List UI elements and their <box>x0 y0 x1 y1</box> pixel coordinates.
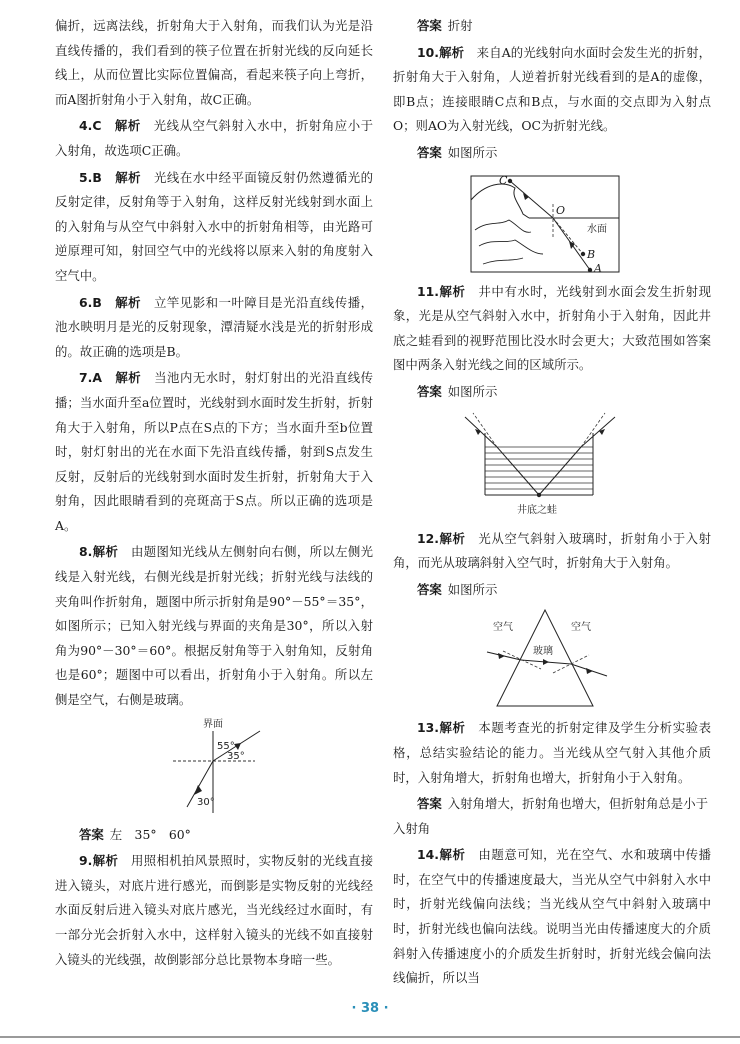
water-surface-label: 水面 <box>587 223 607 235</box>
question-8: 8.解析 由题图知光线从左侧射向右侧，所以左侧光线是入射光线，右侧光线是折射光线；折射光线与法线的夹角叫作折射角，题图中所示折射角是90°－55°＝35°，如图所示；已知入射光线与界面的夹角是30°，所以入射角为90°－30°＝60°。根据反射角等于入射角知，反射角也是60°；题图中可以看出，折射角小于入射角。所以左侧是空气，右侧是玻璃。 <box>55 544 374 708</box>
air-left-label: 空气 <box>493 622 513 634</box>
question-12: 12.解析 光从空气斜射入玻璃时，折射角小于入射角，而光从玻璃斜射入空气时，折射角大于入射角。 <box>393 530 712 571</box>
label-A: A <box>594 261 602 274</box>
left-column <box>55 14 373 974</box>
answer-12: 答案 如图所示 <box>417 581 498 597</box>
glass-label: 玻璃 <box>533 646 553 658</box>
figure-8-refraction-diagram <box>55 717 373 817</box>
question-10: 10.解析 来自A的光线射向水面时会发生光的折射，折射角大于入射角，人逆着折射光线看到的是A的虚像，即B点；连接眼睛C点和B点，与水面的交点即为入射点O；则AO为入射光线，OC为折射光线。 <box>393 44 712 134</box>
question-11: 11.解析 井中有水时，光线射到水面会发生折射现象，光是从空气斜射入水中，折射角小于入射角，因此井底之蛙看到的视野范围比没水时会更大；大致范围如答案图中两条入射光线之间的区域所示。 <box>393 283 712 373</box>
point-C-dot <box>508 178 512 182</box>
question-7: 7.A 解析 当池内无水时，射灯射出的光沿直线传播；当水面升至a位置时，光线射到水面时发生折射，折射角大于入射角，所以P点在S点的下方；当水面升至b位置时，射灯射出的光在水面下先沿直线传播，射到S点发生反射，反射后的光线射到水面时发生折射，折射角大于入射角，因此眼睛看到的亮斑高于S点。所以正确的选项是A。 <box>55 370 374 533</box>
right-column <box>393 14 711 993</box>
continued-paragraph: 偏折，远离法线，折射角大于入射角，而我们认为光是沿直线传播的，我们看到的筷子位置在折射光线的反向延长线上，从而位置比实际位置偏高，看起来筷子向上弯折，而A图折射角小于入射角，故C正确。 <box>55 18 373 107</box>
question-5: 5.B 解析 光线在水中经平面镜反射仍然遵循光的反射定律，反射角等于入射角，这样反射光线射到水面上的入射角与从空气中斜射入水中的折射角相等，由光路可逆原理可知，射回空气中的光线将以原来入射的角度射入空气中。 <box>55 169 374 283</box>
question-9: 9.解析 用照相机拍风景照时，实物反射的光线直接进入镜头，对底片进行感光，而倒影是实物反射的光线经水面反射后进入镜头对底片感光，当光线经过水面时，有一部分光会折射入水中，这样射入镜头的光线不如直接射入镜头的光线强，故倒影部分总比景物本身暗一些。 <box>55 853 374 967</box>
bank-outline <box>471 184 529 218</box>
answer-11: 答案 如图所示 <box>417 383 498 399</box>
ray-arrow-icon-1 <box>498 653 505 659</box>
interface-label: 界面 <box>203 718 223 730</box>
virtual-ray-OB <box>553 218 583 254</box>
question-6: 6.B 解析 立竿见影和一叶障目是光沿直线传播，池水映明月是光的反射现象，潭清疑水浅是光的折射形成的。故正确的选项是B。 <box>55 294 374 359</box>
answer-8: 答案 左 35° 60° <box>79 826 191 842</box>
answer-13: 答案 入射角增大，折射角也增大，但折射角总是小于入射角 <box>393 796 708 836</box>
answer-10: 答案 如图所示 <box>417 144 498 160</box>
figure-11-well-diagram <box>393 409 711 521</box>
question-4: 4.C 解析 光线从空气斜射入水中，折射角应小于入射角，故选项C正确。 <box>55 118 374 158</box>
left-ray-in-air <box>465 417 497 447</box>
ray-OC-arrow-icon <box>523 193 529 200</box>
right-normal <box>553 655 589 673</box>
incident-arrow-icon <box>194 785 202 795</box>
ray-arrow-icon-2 <box>543 659 549 665</box>
frog-label: 井底之蛙 <box>517 504 557 516</box>
rock-contour-1 <box>475 220 531 232</box>
label-B: B <box>587 247 596 261</box>
figure-10-pond-diagram <box>393 170 711 274</box>
question-14: 14.解析 由题意可知，光在空气、水和玻璃中传播时，在空气中的传播速度最大，当光从空气中斜射入水中时，折射光线偏向法线；当光线从空气中斜射入玻璃中时，折射光线也偏向法线。说明当光由传播速度大的介质斜射入传播速度小的介质发生折射时，折射光线会偏向法线偏折，所以当 <box>393 847 712 986</box>
angle-30-label: 30° <box>197 796 215 808</box>
label-O: O <box>556 203 566 217</box>
page-number: · 38 · <box>351 1001 389 1016</box>
bottom-rule <box>0 1036 740 1038</box>
point-B-dot <box>581 251 585 255</box>
water-lines <box>485 447 593 489</box>
answer-9: 答案 折射 <box>417 18 473 33</box>
point-A-dot <box>588 267 592 271</box>
angle-35-label: 35° <box>227 750 245 762</box>
figure-12-prism-diagram <box>393 606 711 710</box>
ray-arrow-icon-3 <box>586 668 593 674</box>
frog-point <box>537 492 541 496</box>
rock-contour-2 <box>479 240 543 254</box>
question-13: 13.解析 本题考查光的折射定律及学生分析实验表格，总结实验结论的能力。当光线从空气射入其他介质时，入射角增大，折射角也增大，折射角小于入射角。 <box>393 720 712 785</box>
ray-OC <box>510 181 553 218</box>
right-ray-in-air <box>581 417 615 447</box>
angle-55-label: 55° <box>217 740 235 752</box>
air-right-label: 空气 <box>571 622 591 634</box>
left-arrow-icon <box>475 429 481 435</box>
label-C: C <box>499 173 508 187</box>
rock-contour-3 <box>483 258 523 264</box>
